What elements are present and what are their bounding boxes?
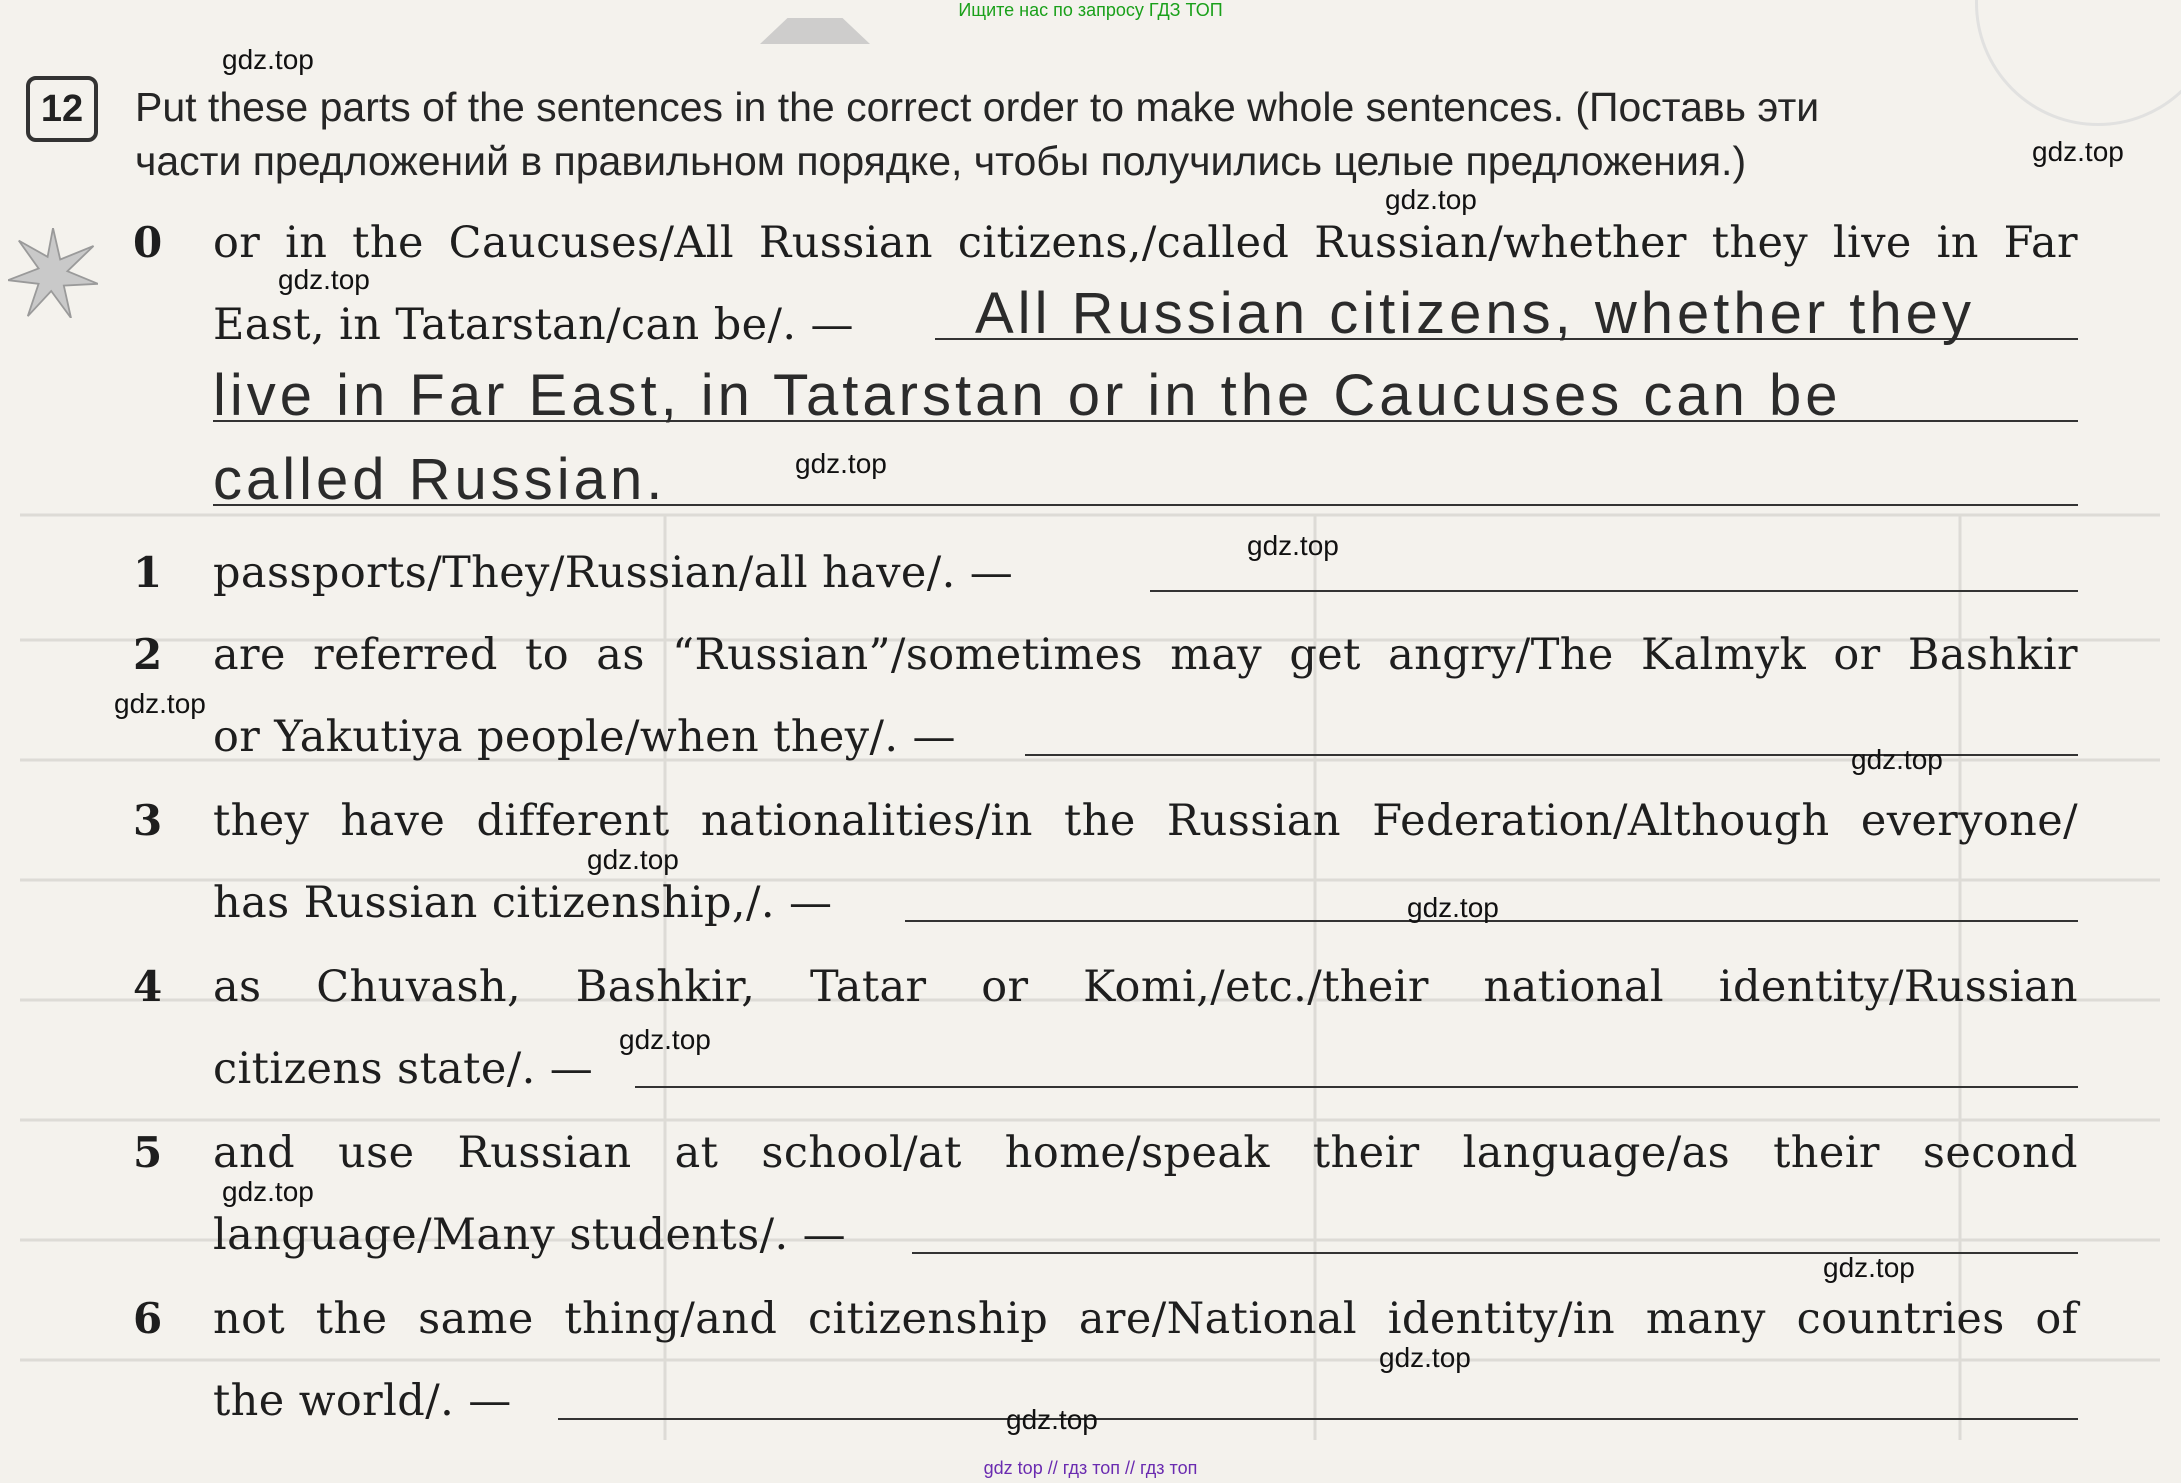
watermark: gdz.top <box>1851 744 1943 775</box>
item-number: 6 <box>133 1294 163 1343</box>
item-0-prompt-line-1: or in the Caucuses/All Russian citizens,/called Russian/whether they live in Far <box>213 218 2078 268</box>
watermark: gdz.top <box>1823 1252 1915 1283</box>
item-number: 0 <box>133 218 163 267</box>
handwritten-answer-line-1: All Russian citizens, whether they <box>975 281 1975 346</box>
watermark: gdz.top <box>222 1176 314 1207</box>
item-5-prompt-line-1: and use Russian at school/at home/speak their language/as their second <box>213 1128 2078 1178</box>
footer-links[interactable]: gdz top // гдз топ // гдз топ <box>983 1458 1198 1478</box>
item-0-prompt-line-2: East, in Tatarstan/can be/. — <box>213 300 854 350</box>
item-4-prompt-line-2: citizens state/. — <box>213 1044 594 1094</box>
task-number-badge: 12 <box>26 76 98 142</box>
watermark: gdz.top <box>222 44 314 75</box>
item-number: 5 <box>133 1128 163 1177</box>
answer-input-line[interactable] <box>558 1418 2078 1420</box>
item-2-prompt-line-2: or Yakutiya people/when they/. — <box>213 712 956 762</box>
watermark: gdz.top <box>619 1024 711 1055</box>
item-number: 3 <box>133 796 163 845</box>
item-5-prompt-line-2: language/Many students/. — <box>213 1210 846 1260</box>
item-6-prompt-line-1: not the same thing/and citizenship are/National identity/in many countries of <box>213 1294 2078 1344</box>
handwritten-answer-line-3: called Russian. <box>213 447 667 512</box>
task-instruction <box>135 80 2095 188</box>
watermark: gdz.top <box>587 844 679 875</box>
answer-input-line[interactable] <box>635 1086 2078 1088</box>
watermark: gdz.top <box>1385 184 1477 215</box>
item-4-prompt-line-1: as Chuvash, Bashkir, Tatar or Komi,/etc./their national identity/Russian <box>213 962 2078 1012</box>
item-1-prompt-line-1: passports/They/Russian/all have/. — <box>213 548 1014 598</box>
star-icon <box>8 228 98 318</box>
watermark: gdz.top <box>795 448 887 479</box>
item-number: 1 <box>133 548 163 597</box>
watermark: gdz.top <box>1379 1342 1471 1373</box>
answer-input-line[interactable] <box>1150 590 2078 592</box>
item-number: 2 <box>133 630 163 679</box>
top-note[interactable]: Ищите нас по запросу ГДЗ ТОП <box>958 0 1223 20</box>
instruction-line-2: части предложений в правильном порядке, чтобы получились целые предложения.) <box>135 138 1747 184</box>
item-number: 4 <box>133 962 163 1011</box>
watermark: gdz.top <box>1006 1404 1098 1435</box>
handwritten-answer-line-2: live in Far East, in Tatarstan or in the Caucuses can be <box>213 363 1842 428</box>
item-2-prompt-line-1: are referred to as “Russian”/sometimes may get angry/The Kalmyk or Bashkir <box>213 630 2078 680</box>
instruction-line-1: Put these parts of the sentences in the correct order to make whole sentences. (Поставь эти <box>135 84 1820 130</box>
watermark: gdz.top <box>278 264 370 295</box>
decorative-shape <box>760 18 870 44</box>
item-3-prompt-line-2: has Russian citizenship,/. — <box>213 878 833 928</box>
watermark: gdz.top <box>2032 136 2124 167</box>
item-3-prompt-line-1: they have different nationalities/in the Russian Federation/Although everyone/ <box>213 796 2078 846</box>
watermark: gdz.top <box>1247 530 1339 561</box>
item-6-prompt-line-2: the world/. — <box>213 1376 512 1426</box>
watermark: gdz.top <box>114 688 206 719</box>
watermark: gdz.top <box>1407 892 1499 923</box>
